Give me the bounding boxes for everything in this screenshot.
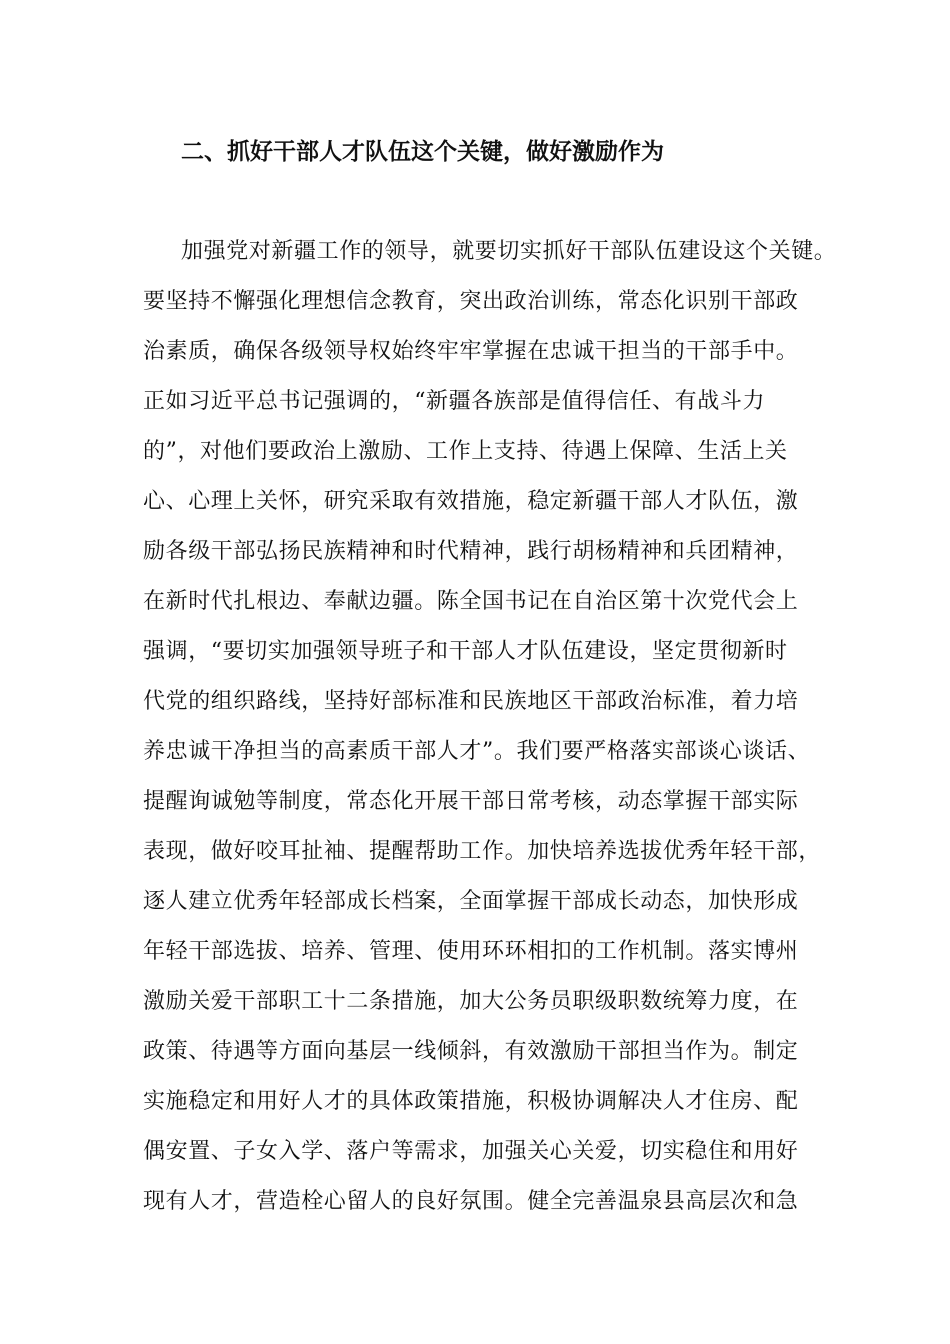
paragraph-line: 逐人建立优秀年轻部成长档案，全面掌握干部成长动态，加快形成 xyxy=(143,889,799,914)
paragraph-line: 现有人才，营造栓心留人的良好氛围。健全完善温泉县高层次和急 xyxy=(143,1189,799,1214)
paragraph-line: 提醒询诚勉等制度，常态化开展干部日常考核，动态掌握干部实际 xyxy=(143,789,799,814)
paragraph-line: 励各级干部弘扬民族精神和时代精神，践行胡杨精神和兵团精神， xyxy=(143,539,799,564)
paragraph-line: 激励关爱干部职工十二条措施，加大公务员职级职数统筹力度，在 xyxy=(143,989,799,1014)
paragraph-line: 表现，做好咬耳扯袖、提醒帮助工作。加快培养选拔优秀年轻干部， xyxy=(143,839,822,864)
paragraph-line: 治素质，确保各级领导权始终牢牢掌握在忠诚干担当的干部手中。 xyxy=(143,339,799,364)
paragraph-line: 年轻干部选拔、培养、管理、使用环环相扣的工作机制。落实博州 xyxy=(143,939,799,964)
paragraph-line: 政策、待遇等方面向基层一线倾斜，有效激励干部担当作为。制定 xyxy=(143,1039,799,1064)
paragraph-line: 心、心理上关怀，研究采取有效措施，稳定新疆干部人才队伍，激 xyxy=(143,489,799,514)
paragraph-line: 正如习近平总书记强调的，“新疆各族部是值得信任、有战斗力 xyxy=(143,389,766,414)
paragraph-line: 在新时代扎根边、奉献边疆。陈全国书记在自治区第十次党代会上 xyxy=(143,589,799,614)
paragraph-line: 强调，“要切实加强领导班子和干部人才队伍建设，坚定贯彻新时 xyxy=(143,639,788,664)
paragraph-line: 养忠诚干净担当的高素质干部人才”。我们要严格落实部谈心谈话、 xyxy=(143,739,811,764)
paragraph-line: 代党的组织路线，坚持好部标准和民族地区干部政治标准，着力培 xyxy=(143,689,799,714)
paragraph-line: 加强党对新疆工作的领导，就要切实抓好干部队伍建设这个关键。 xyxy=(181,239,837,264)
paragraph-line: 的”，对他们要政治上激励、工作上支持、待遇上保障、生活上关 xyxy=(143,439,788,464)
section-heading: 二、抓好干部人才队伍这个关键，做好激励作为 xyxy=(181,139,664,165)
paragraph-line: 实施稳定和用好人才的具体政策措施，积极协调解决人才住房、配 xyxy=(143,1089,799,1114)
paragraph-line: 要坚持不懈强化理想信念教育，突出政治训练，常态化识别干部政 xyxy=(143,289,799,314)
paragraph-line: 偶安置、子女入学、落户等需求，加强关心关爱，切实稳住和用好 xyxy=(143,1139,799,1164)
